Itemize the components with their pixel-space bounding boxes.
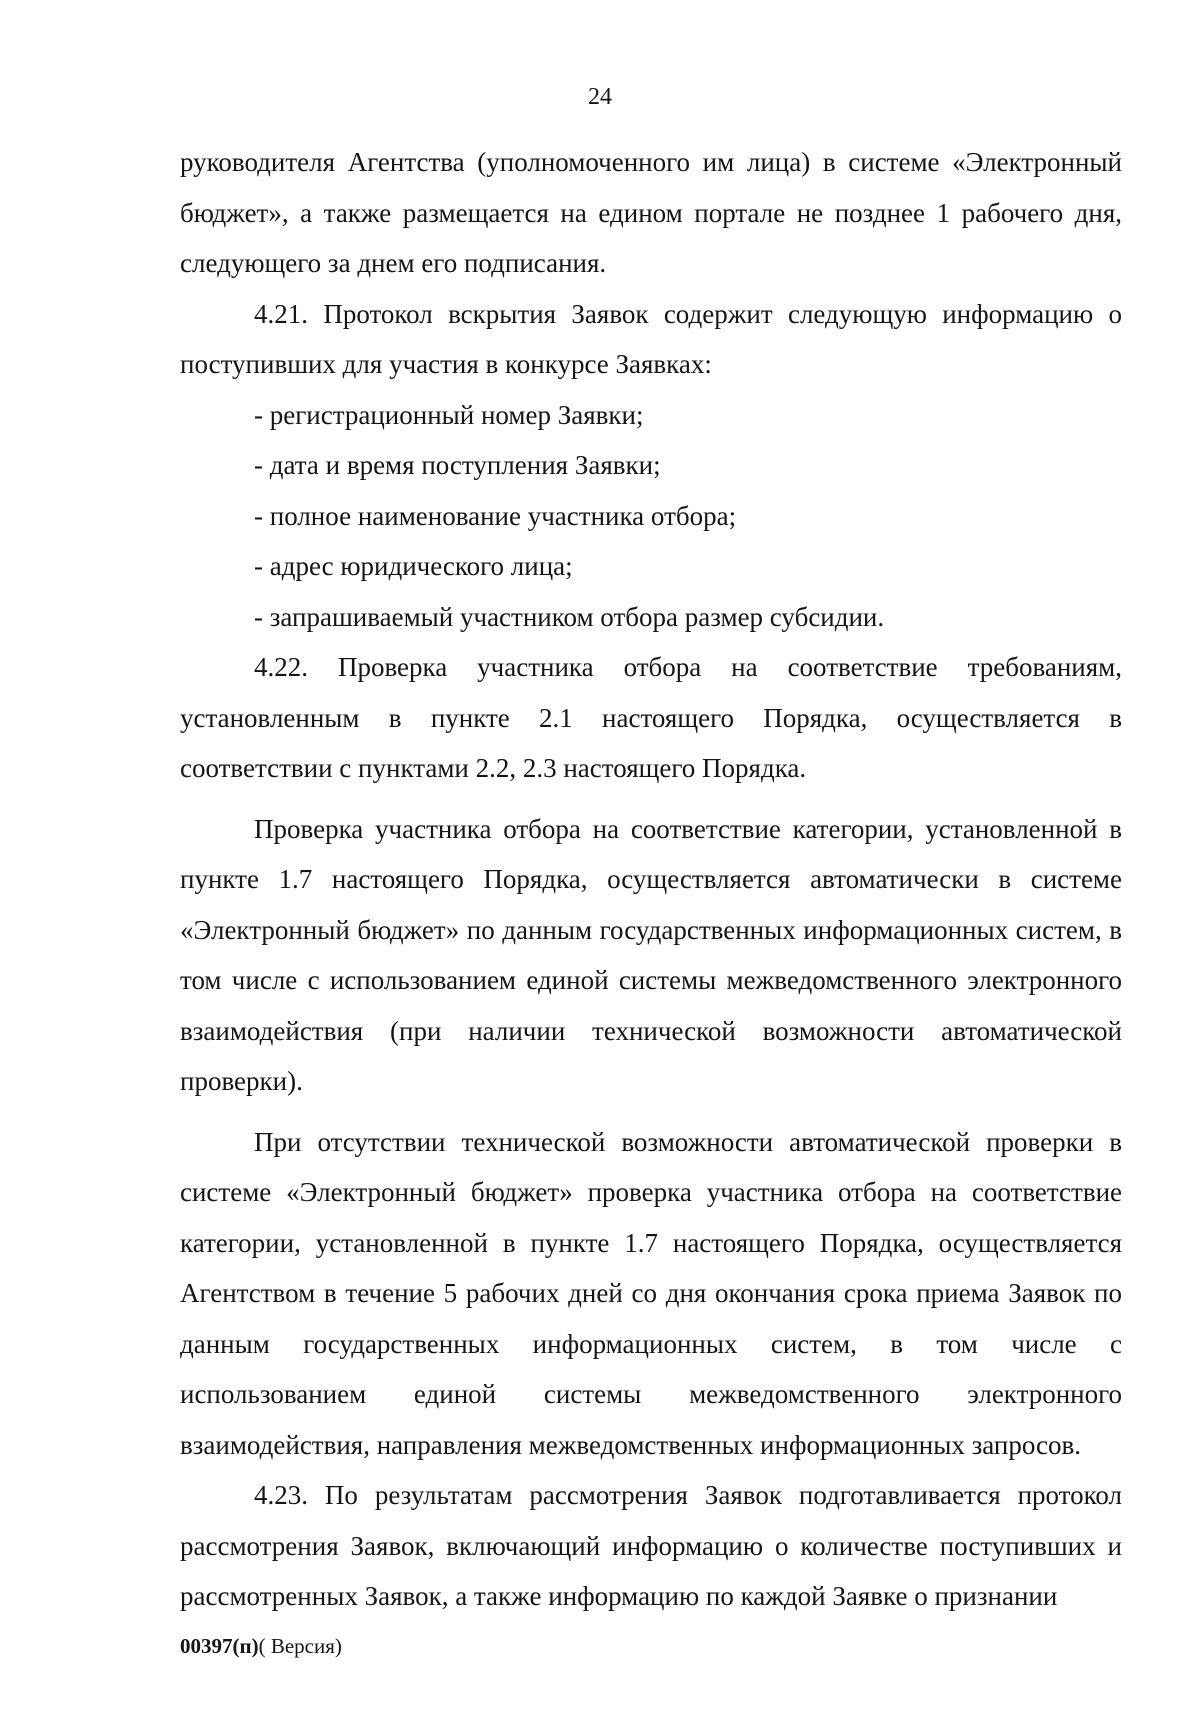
list-item-full-name: - полное наименование участника отбора;	[254, 500, 737, 531]
paragraph-4-21: 4.21. Протокол вскрытия Заявок содержит следующую информацию о поступивших для участия в конкурсе Заявках:	[180, 298, 1122, 379]
paragraph-continuation: руководителя Агентства (уполномоченного им лица) в системе «Электронный бюджет», а также размещается на едином портале не позднее 1 рабочего дня, следующего за днем его подписания.	[180, 147, 1122, 278]
paragraph-4-22: 4.22. Проверка участника отбора на соответствие требованиям, установленным в пункте 2.1 настоящего Порядка, осуществляется в соответствии с пунктами 2.2, 2.3 настоящего Порядка.	[180, 652, 1122, 783]
list-item-subsidy-amount: - запрашиваемый участником отбора размер субсидии.	[254, 601, 885, 632]
paragraph-manual-check: При отсутствии технической возможности автоматической проверки в системе «Электронный бюджет» проверка участника отбора на соответствие категории, установленной в пункте 1.7 настоящего Порядка, осуществляется Агентством в течение 5 рабочих дней со дня окончания срока приема Заявок по данным государственных информационных систем, в том числе с использованием единой системы межведомственного электронного взаимодействия, направления межведомственных информационных запросов.	[180, 1126, 1122, 1460]
document-version: ( Версия)	[258, 1634, 342, 1658]
list-item-registration-number: - регистрационный номер Заявки;	[254, 399, 644, 430]
document-footer	[180, 1632, 342, 1660]
paragraph-4-23: 4.23. По результатам рассмотрения Заявок подготавливается протокол рассмотрения Заявок, включающий информацию о количестве поступивших и рассмотренных Заявок, а также информацию по каждой Заявке о признании	[180, 1480, 1122, 1611]
paragraph-category-check: Проверка участника отбора на соответствие категории, установленной в пункте 1.7 настоящего Порядка, осуществляется автоматически в системе «Электронный бюджет» по данным государственных информационных систем, в том числе с использованием единой системы межведомственного электронного взаимодействия (при наличии технической возможности автоматической проверки).	[180, 813, 1122, 1096]
list-item-address: - адрес юридического лица;	[254, 551, 573, 581]
document-body	[180, 137, 1122, 1622]
document-code: 00397(п)	[180, 1634, 259, 1658]
page-number: 24	[588, 84, 612, 110]
list-item-date-time: - дата и время поступления Заявки;	[254, 450, 661, 480]
